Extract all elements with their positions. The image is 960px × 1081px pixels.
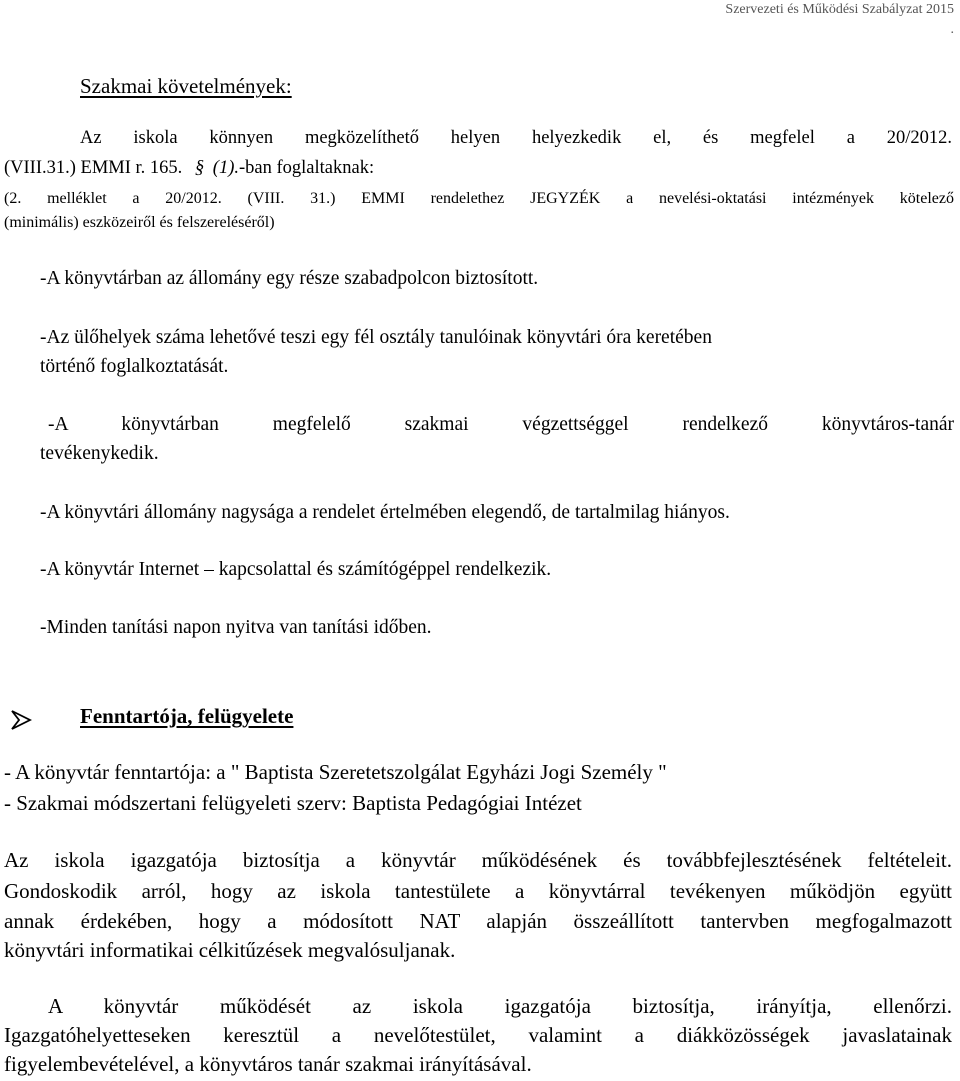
list-item: -Minden tanítási napon nyitva van tanítási időben. bbox=[40, 617, 432, 638]
list-item: -A könyvtári állomány nagysága a rendelet értelmében elegendő, de tartalmilag hiányos. bbox=[40, 502, 730, 523]
document-header: Szervezeti és Működési Szabályzat 2015 bbox=[725, 2, 954, 17]
list-item-continuation: történő foglalkoztatását. bbox=[40, 356, 229, 377]
intro-line-1: Az iskola könnyen megközelíthető helyen helyezkedik el, és megfelel a 20/2012. bbox=[80, 128, 952, 148]
paragraph-1-line: annak érdekében, hogy a módosított NAT alapján összeállított tantervben megfogalmazott bbox=[4, 909, 952, 933]
list-item-continuation: tevékenykedik. bbox=[40, 443, 159, 464]
list-item: -A könyvtár Internet – kapcsolattal és számítógéppel rendelkezik. bbox=[40, 559, 552, 580]
header-dot: . bbox=[950, 22, 954, 37]
section-title: Szakmai követelmények: bbox=[80, 74, 292, 98]
paragraph-2-line: Igazgatóhelyetteseken keresztül a nevelőtestület, valamint a diákközösségek javaslatainak bbox=[4, 1023, 952, 1047]
maintainer-line: - A könyvtár fenntartója: a " Baptista Szeretetszolgálat Egyházi Jogi Személy " bbox=[4, 760, 667, 784]
paragraph-1-line: könyvtári informatikai célkitűzések megvalósuljanak. bbox=[4, 938, 456, 962]
intro-line-2 bbox=[4, 158, 374, 179]
intro-line-4: (minimális) eszközeiről és felszereléséről) bbox=[4, 214, 275, 231]
paragraph-1-line: Az iskola igazgatója biztosítja a könyvtár működésének és továbbfejlesztésének feltételeit. bbox=[4, 848, 952, 872]
section-sign: § bbox=[194, 158, 205, 178]
maintainer-line: - Szakmai módszertani felügyeleti szerv: Baptista Pedagógiai Intézet bbox=[4, 791, 582, 815]
list-item: -A könyvtárban megfelelő szakmai végzettséggel rendelkező könyvtáros-tanár bbox=[48, 414, 954, 435]
paragraph-ref: (1). bbox=[212, 158, 239, 178]
arrow-bullet-icon bbox=[10, 709, 32, 731]
intro-line-3: (2. melléklet a 20/2012. (VIII. 31.) EMMI rendelethez JEGYZÉK a nevelési-oktatási intézmények kötelező bbox=[4, 190, 954, 207]
intro-line-2-suffix: -ban foglaltaknak: bbox=[239, 158, 375, 178]
list-item: -Az ülőhelyek száma lehetővé teszi egy fél osztály tanulóinak könyvtári óra keretében bbox=[40, 327, 712, 348]
paragraph-1-line: Gondoskodik arról, hogy az iskola tantestülete a könyvtárral tevékenyen működjön együtt bbox=[4, 879, 952, 903]
maintainer-heading: Fenntartója, felügyelete bbox=[80, 704, 294, 728]
intro-line-2-text: (VIII.31.) EMMI r. 165. bbox=[4, 158, 183, 178]
list-item: -A könyvtárban az állomány egy része szabadpolcon biztosított. bbox=[40, 268, 539, 289]
paragraph-2-line: A könyvtár működését az iskola igazgatója biztosítja, irányítja, ellenőrzi. bbox=[48, 994, 952, 1018]
paragraph-2-line: figyelembevételével, a könyvtáros tanár szakmai irányításával. bbox=[4, 1052, 532, 1076]
